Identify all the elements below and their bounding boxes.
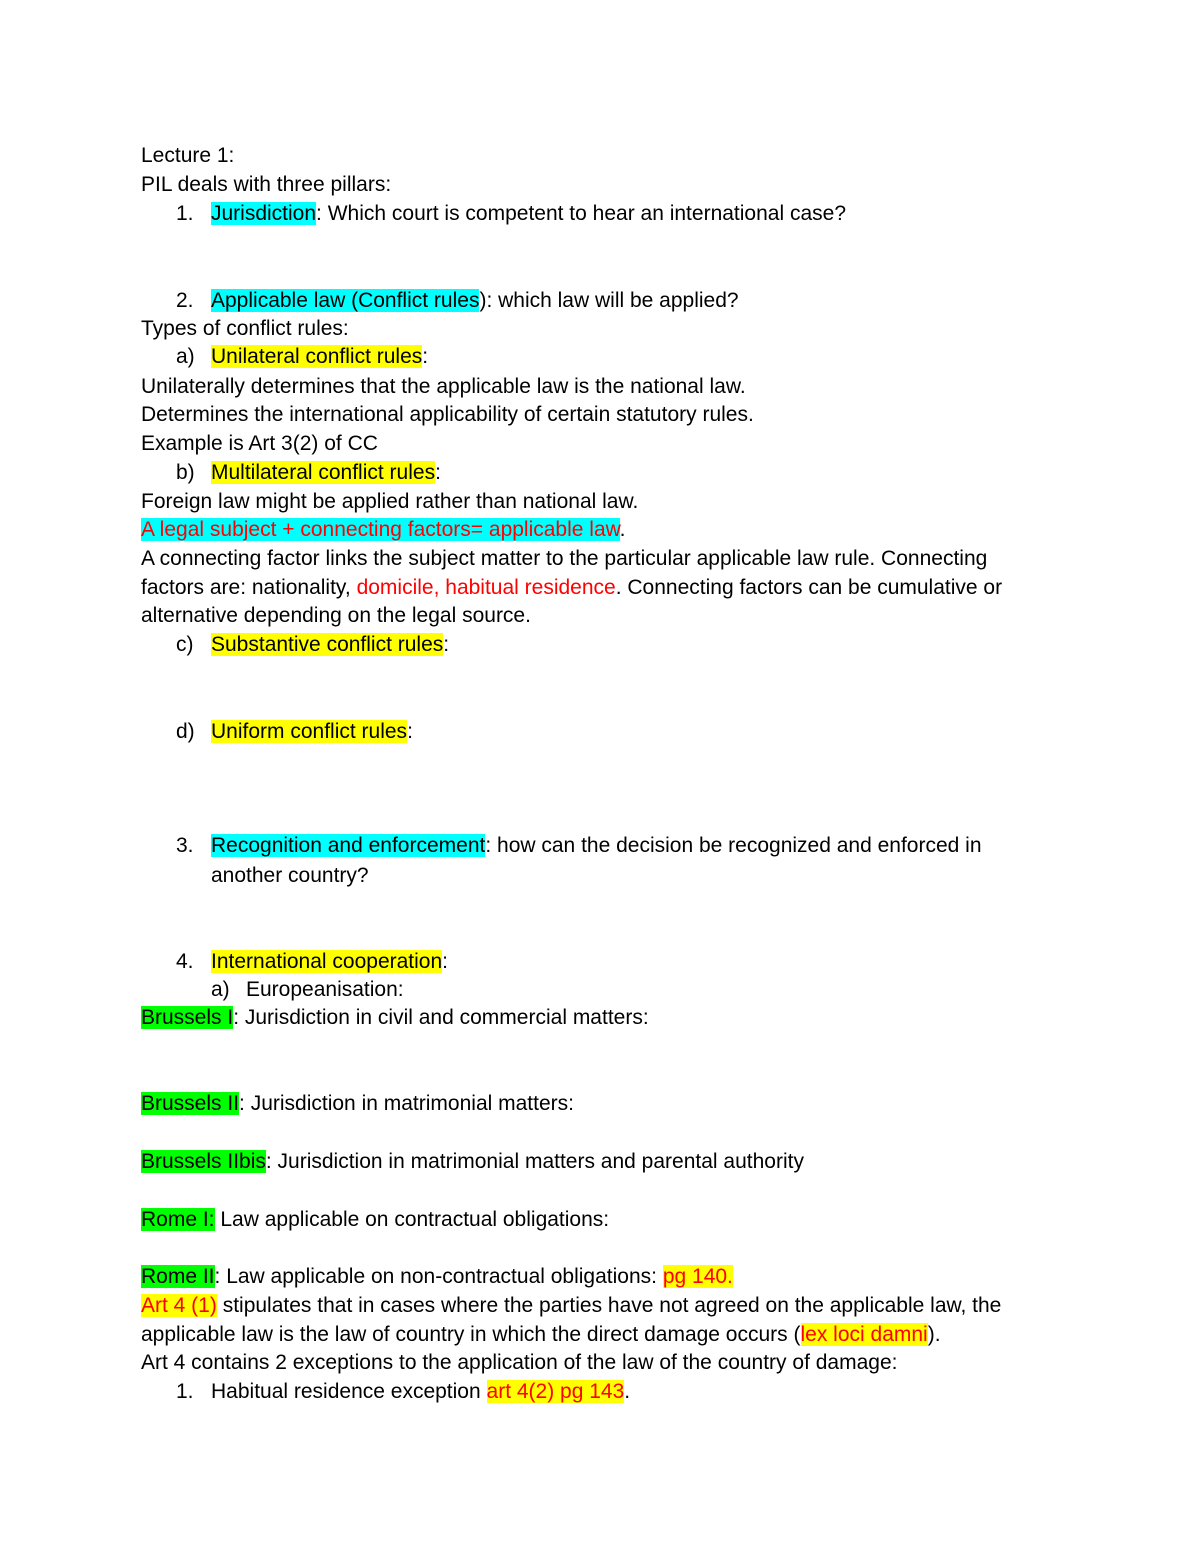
paragraph-line: alternative depending on the legal source. xyxy=(141,604,531,627)
highlighted-term: Substantive conflict rules xyxy=(211,633,444,656)
highlighted-term: Multilateral conflict rules xyxy=(211,461,436,484)
art4-line-1: Art 4 (1) stipulates that in cases where the parties have not agreed on the applicable law, the xyxy=(141,1294,1002,1317)
paragraph-line: Example is Art 3(2) of CC xyxy=(141,432,378,455)
types-heading: Types of conflict rules: xyxy=(141,317,349,340)
highlighted-term: Brussels I xyxy=(141,1006,234,1029)
list-number: 3. xyxy=(176,834,194,857)
highlighted-formula: A legal subject + connecting factors= applicable law xyxy=(141,518,620,541)
pillar-2-item: 2. Applicable law (Conflict rules): which law will be applied? xyxy=(176,287,739,315)
conflict-rule-b: b) Multilateral conflict rules: xyxy=(176,459,441,487)
list-letter: a) xyxy=(176,345,195,368)
highlighted-term: Brussels IIbis xyxy=(141,1150,266,1173)
highlighted-term: Unilateral conflict rules xyxy=(211,345,423,368)
brussels-ii-line: Brussels II: Jurisdiction in matrimonial matters: xyxy=(141,1092,574,1115)
list-letter: a) xyxy=(211,978,230,1001)
exception-1-item: 1. Habitual residence exception art 4(2) pg 143. xyxy=(176,1378,630,1406)
highlighted-term: Uniform conflict rules xyxy=(211,720,408,743)
brussels-i-line: Brussels I: Jurisdiction in civil and commercial matters: xyxy=(141,1006,649,1029)
highlighted-term: International cooperation xyxy=(211,950,443,973)
pillar-3-continuation: another country? xyxy=(211,864,369,887)
paragraph-line: Unilaterally determines that the applicable law is the national law. xyxy=(141,375,746,398)
conflict-rule-a: a) Unilateral conflict rules: xyxy=(176,343,428,371)
highlighted-term: Jurisdiction xyxy=(211,202,317,225)
page-reference: pg 140. xyxy=(662,1265,733,1288)
art4-line-3: Art 4 contains 2 exceptions to the application of the law of the country of damage: xyxy=(141,1351,898,1374)
list-number: 2. xyxy=(176,289,194,312)
pillar-1-item: 1. Jurisdiction: Which court is competent to hear an international case? xyxy=(176,200,846,228)
brussels-iibis-line: Brussels IIbis: Jurisdiction in matrimonial matters and parental authority xyxy=(141,1150,804,1173)
paragraph-line: Determines the international applicability of certain statutory rules. xyxy=(141,403,754,426)
list-number: 4. xyxy=(176,950,194,973)
article-reference: Art 4 (1) xyxy=(141,1294,217,1317)
list-letter: d) xyxy=(176,720,195,743)
red-text: domicile, habitual residence xyxy=(356,576,616,599)
formula-line: A legal subject + connecting factors= applicable law. xyxy=(141,518,626,541)
lecture-title: Lecture 1: xyxy=(141,144,235,167)
conflict-rule-d: d) Uniform conflict rules: xyxy=(176,718,413,746)
intro-line: PIL deals with three pillars: xyxy=(141,173,392,196)
pillar-4-item: 4. International cooperation: xyxy=(176,948,448,976)
list-number: 1. xyxy=(176,1380,194,1403)
list-letter: b) xyxy=(176,461,195,484)
paragraph-line: Foreign law might be applied rather than national law. xyxy=(141,490,639,513)
europeanisation-item: a) Europeanisation: xyxy=(211,976,404,1004)
paragraph-line: factors are: nationality, domicile, habitual residence. Connecting factors can be cumulative or xyxy=(141,576,1003,599)
art4-line-2: applicable law is the law of country in which the direct damage occurs (lex loci damni). xyxy=(141,1323,941,1346)
highlighted-term: Rome II xyxy=(141,1265,215,1288)
article-reference: art 4(2) pg 143 xyxy=(486,1380,625,1403)
rome-i-line: Rome I: Law applicable on contractual obligations: xyxy=(141,1208,610,1231)
rome-ii-line: Rome II: Law applicable on non-contractual obligations: pg 140. xyxy=(141,1265,733,1288)
paragraph-line: A connecting factor links the subject matter to the particular applicable law rule. Connecting xyxy=(141,547,988,570)
list-letter: c) xyxy=(176,633,194,656)
highlighted-term: Brussels II xyxy=(141,1092,240,1115)
latin-term: lex loci damni xyxy=(800,1323,928,1346)
list-number: 1. xyxy=(176,202,194,225)
pillar-3-item: 3. Recognition and enforcement: how can the decision be recognized and enforced in xyxy=(176,832,982,860)
conflict-rule-c: c) Substantive conflict rules: xyxy=(176,631,449,659)
highlighted-term: Applicable law (Conflict rules xyxy=(211,289,480,312)
highlighted-term: Recognition and enforcement xyxy=(211,834,486,857)
highlighted-term: Rome I: xyxy=(141,1208,215,1231)
